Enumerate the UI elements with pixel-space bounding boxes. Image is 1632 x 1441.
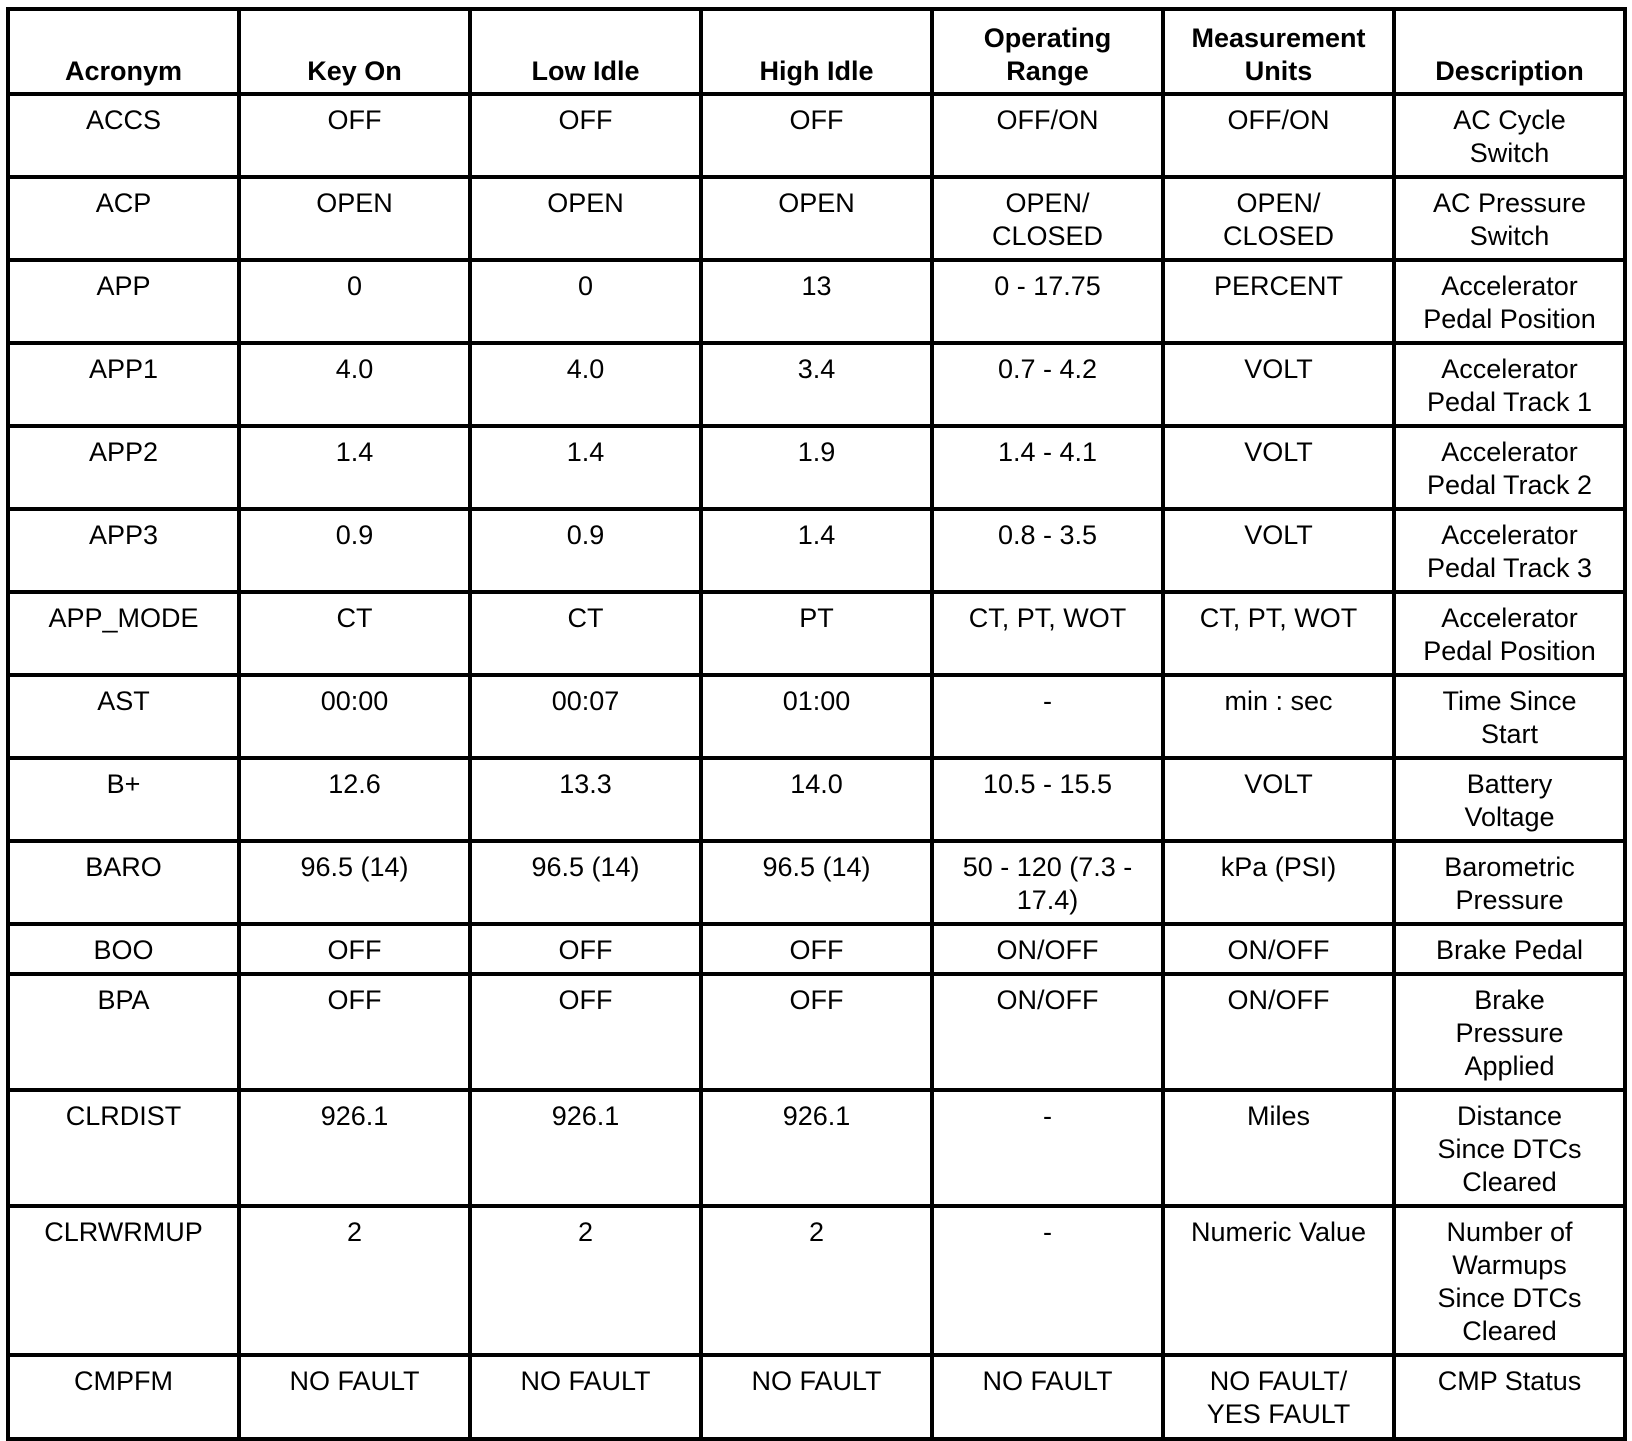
cell-operating-range: NO FAULT [932, 1355, 1163, 1439]
pid-data-table [6, 7, 1627, 1441]
cell-operating-range: 0.7 - 4.2 [932, 343, 1163, 426]
cell-measurement-units: VOLT [1163, 758, 1394, 841]
cell-operating-range: 0.8 - 3.5 [932, 509, 1163, 592]
table-row [8, 758, 1625, 841]
cell-measurement-units: CT, PT, WOT [1163, 592, 1394, 675]
table-row [8, 260, 1625, 343]
cell-low-idle: NO FAULT [470, 1355, 701, 1439]
cell-low-idle: 1.4 [470, 426, 701, 509]
cell-description: Accelerator Pedal Track 2 [1394, 426, 1625, 509]
cell-measurement-units: Numeric Value [1163, 1206, 1394, 1355]
cell-low-idle: OPEN [470, 177, 701, 260]
cell-operating-range: 50 - 120 (7.3 - 17.4) [932, 841, 1163, 924]
header-operating-range: Operating Range [932, 9, 1163, 94]
cell-low-idle: CT [470, 592, 701, 675]
cell-low-idle: 926.1 [470, 1090, 701, 1206]
cell-operating-range: - [932, 1206, 1163, 1355]
cell-high-idle: PT [701, 592, 932, 675]
cell-acronym: B+ [8, 758, 239, 841]
cell-key-on: NO FAULT [239, 1355, 470, 1439]
cell-operating-range: 10.5 - 15.5 [932, 758, 1163, 841]
cell-acronym: ACCS [8, 94, 239, 177]
cell-high-idle: 01:00 [701, 675, 932, 758]
cell-description: Accelerator Pedal Position [1394, 592, 1625, 675]
cell-acronym: BARO [8, 841, 239, 924]
cell-measurement-units: min : sec [1163, 675, 1394, 758]
cell-low-idle: OFF [470, 94, 701, 177]
cell-high-idle: OPEN [701, 177, 932, 260]
table-row [8, 343, 1625, 426]
cell-operating-range: ON/OFF [932, 974, 1163, 1090]
cell-high-idle: 3.4 [701, 343, 932, 426]
cell-measurement-units: ON/OFF [1163, 924, 1394, 974]
cell-measurement-units: VOLT [1163, 426, 1394, 509]
header-description: Description [1394, 9, 1625, 94]
cell-high-idle: 1.4 [701, 509, 932, 592]
header-acronym: Acronym [8, 9, 239, 94]
cell-operating-range: 1.4 - 4.1 [932, 426, 1163, 509]
cell-high-idle: 926.1 [701, 1090, 932, 1206]
cell-acronym: APP2 [8, 426, 239, 509]
cell-measurement-units: NO FAULT/ YES FAULT [1163, 1355, 1394, 1439]
cell-key-on: 0 [239, 260, 470, 343]
cell-operating-range: OPEN/ CLOSED [932, 177, 1163, 260]
cell-description: Accelerator Pedal Track 3 [1394, 509, 1625, 592]
cell-description: Brake Pressure Applied [1394, 974, 1625, 1090]
table-row [8, 94, 1625, 177]
cell-high-idle: OFF [701, 94, 932, 177]
cell-measurement-units: VOLT [1163, 509, 1394, 592]
cell-measurement-units: PERCENT [1163, 260, 1394, 343]
cell-high-idle: 13 [701, 260, 932, 343]
cell-acronym: APP1 [8, 343, 239, 426]
table-row [8, 509, 1625, 592]
cell-acronym: BPA [8, 974, 239, 1090]
table-row [8, 841, 1625, 924]
cell-key-on: 4.0 [239, 343, 470, 426]
cell-measurement-units: kPa (PSI) [1163, 841, 1394, 924]
cell-key-on: 2 [239, 1206, 470, 1355]
cell-acronym: BOO [8, 924, 239, 974]
cell-operating-range: - [932, 1090, 1163, 1206]
cell-high-idle: NO FAULT [701, 1355, 932, 1439]
table-row [8, 592, 1625, 675]
cell-low-idle: 13.3 [470, 758, 701, 841]
cell-measurement-units: OPEN/ CLOSED [1163, 177, 1394, 260]
header-key-on: Key On [239, 9, 470, 94]
cell-key-on: OFF [239, 924, 470, 974]
table-row [8, 974, 1625, 1090]
table-row [8, 1355, 1625, 1439]
header-high-idle: High Idle [701, 9, 932, 94]
cell-operating-range: OFF/ON [932, 94, 1163, 177]
table-row [8, 1206, 1625, 1355]
cell-high-idle: OFF [701, 924, 932, 974]
cell-key-on: OPEN [239, 177, 470, 260]
cell-acronym: APP3 [8, 509, 239, 592]
cell-key-on: OFF [239, 94, 470, 177]
cell-low-idle: 4.0 [470, 343, 701, 426]
cell-measurement-units: ON/OFF [1163, 974, 1394, 1090]
cell-high-idle: 2 [701, 1206, 932, 1355]
cell-acronym: CLRWRMUP [8, 1206, 239, 1355]
cell-measurement-units: OFF/ON [1163, 94, 1394, 177]
table-row [8, 1090, 1625, 1206]
cell-description: Battery Voltage [1394, 758, 1625, 841]
cell-high-idle: 14.0 [701, 758, 932, 841]
cell-description: Distance Since DTCs Cleared [1394, 1090, 1625, 1206]
header-low-idle: Low Idle [470, 9, 701, 94]
cell-low-idle: 0.9 [470, 509, 701, 592]
cell-description: CMP Status [1394, 1355, 1625, 1439]
table-row [8, 675, 1625, 758]
cell-description: Barometric Pressure [1394, 841, 1625, 924]
cell-key-on: 96.5 (14) [239, 841, 470, 924]
cell-operating-range: 0 - 17.75 [932, 260, 1163, 343]
cell-low-idle: 96.5 (14) [470, 841, 701, 924]
cell-high-idle: 96.5 (14) [701, 841, 932, 924]
cell-description: Accelerator Pedal Track 1 [1394, 343, 1625, 426]
cell-low-idle: 0 [470, 260, 701, 343]
cell-description: Time Since Start [1394, 675, 1625, 758]
header-row [8, 9, 1625, 94]
cell-key-on: OFF [239, 974, 470, 1090]
table-row [8, 426, 1625, 509]
cell-acronym: CMPFM [8, 1355, 239, 1439]
cell-description: AC Cycle Switch [1394, 94, 1625, 177]
header-measurement-units: Measurement Units [1163, 9, 1394, 94]
cell-acronym: APP_MODE [8, 592, 239, 675]
cell-measurement-units: VOLT [1163, 343, 1394, 426]
cell-description: AC Pressure Switch [1394, 177, 1625, 260]
cell-description: Accelerator Pedal Position [1394, 260, 1625, 343]
cell-key-on: CT [239, 592, 470, 675]
table-row [8, 924, 1625, 974]
cell-low-idle: OFF [470, 924, 701, 974]
cell-key-on: 1.4 [239, 426, 470, 509]
cell-high-idle: OFF [701, 974, 932, 1090]
cell-acronym: CLRDIST [8, 1090, 239, 1206]
cell-measurement-units: Miles [1163, 1090, 1394, 1206]
cell-operating-range: CT, PT, WOT [932, 592, 1163, 675]
cell-operating-range: - [932, 675, 1163, 758]
cell-key-on: 926.1 [239, 1090, 470, 1206]
cell-acronym: ACP [8, 177, 239, 260]
cell-description: Number of Warmups Since DTCs Cleared [1394, 1206, 1625, 1355]
cell-key-on: 0.9 [239, 509, 470, 592]
cell-low-idle: 00:07 [470, 675, 701, 758]
cell-key-on: 00:00 [239, 675, 470, 758]
cell-low-idle: 2 [470, 1206, 701, 1355]
cell-high-idle: 1.9 [701, 426, 932, 509]
cell-acronym: AST [8, 675, 239, 758]
cell-acronym: APP [8, 260, 239, 343]
cell-operating-range: ON/OFF [932, 924, 1163, 974]
cell-description: Brake Pedal [1394, 924, 1625, 974]
cell-low-idle: OFF [470, 974, 701, 1090]
cell-key-on: 12.6 [239, 758, 470, 841]
table-row [8, 177, 1625, 260]
